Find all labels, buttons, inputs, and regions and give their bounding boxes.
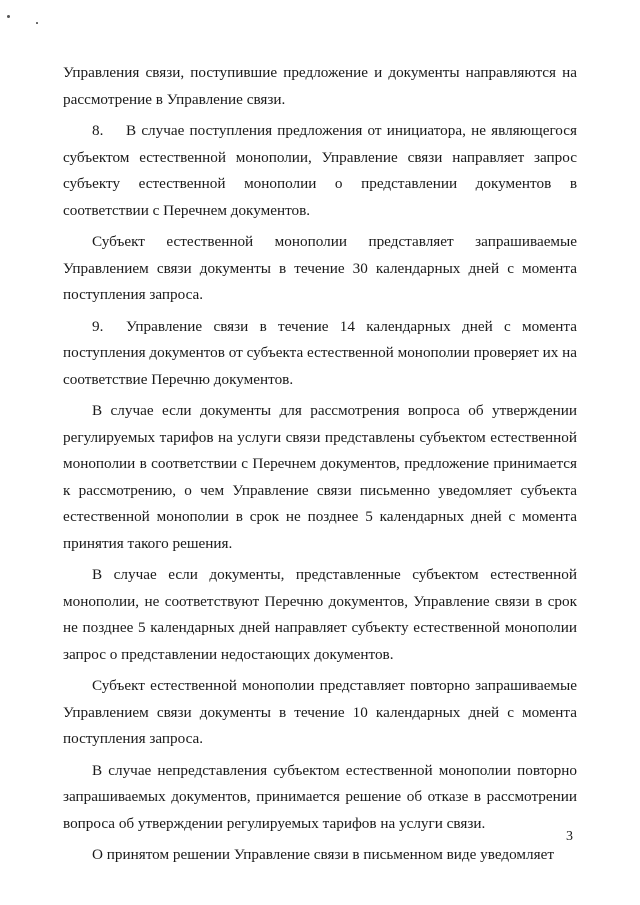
paragraph-number: 9. bbox=[92, 317, 104, 335]
paragraph: Субъект естественной монополии представляет запрашиваемые Управлением связи документы в течение 30 календарных дней с момента поступления запроса. bbox=[63, 233, 577, 303]
document-body bbox=[63, 60, 577, 874]
paragraph: О принятом решении Управление связи в письменном виде уведомляет bbox=[92, 846, 554, 863]
paragraph-number: 8. bbox=[92, 122, 104, 139]
page-number: 3 bbox=[566, 829, 573, 844]
paragraph: Субъект естественной монополии представляет повторно запрашиваемые Управлением связи документы в течение 10 календарных дней с момента поступления запроса. bbox=[63, 677, 577, 747]
scan-speck bbox=[7, 15, 10, 18]
paragraph-9: 9. Управление связи в течение 14 календарных дней с момента поступления документов от субъекта естественной монополии проверяет их на соответствие Перечню документов. bbox=[63, 314, 577, 394]
paragraph: В случае если документы для рассмотрения вопроса об утверждении регулируемых тарифов на услуги связи представлены субъектом естественной монополии в соответствии с Перечнем документов, предложение принимается к рассмотрению, о чем Управление связи письменно уведомляет субъекта естественной монополии в срок не позднее 5 календарных дней с момента принятия такого решения. bbox=[63, 402, 577, 552]
paragraph: Управления связи, поступившие предложение и документы направляются на рассмотрение в Управление связи. bbox=[63, 64, 577, 108]
paragraph: В случае если документы, представленные субъектом естественной монополии, не соответствуют Перечню документов, Управление связи в срок не позднее 5 календарных дней направляет субъекту естественной монополии запрос о представлении недостающих документов. bbox=[63, 566, 577, 663]
paragraph-8: 8. В случае поступления предложения от инициатора, не являющегося субъектом естественной монополии, Управление связи направляет запрос субъекту естественной монополии о представлении документов в соответствии с Перечнем документов. bbox=[63, 118, 577, 224]
scan-speck bbox=[36, 22, 38, 24]
paragraph: В случае непредставления субъектом естественной монополии повторно запрашиваемых документов, принимается решение об отказе в рассмотрении вопроса об утверждении регулируемых тарифов на услуги связи. bbox=[63, 761, 577, 832]
